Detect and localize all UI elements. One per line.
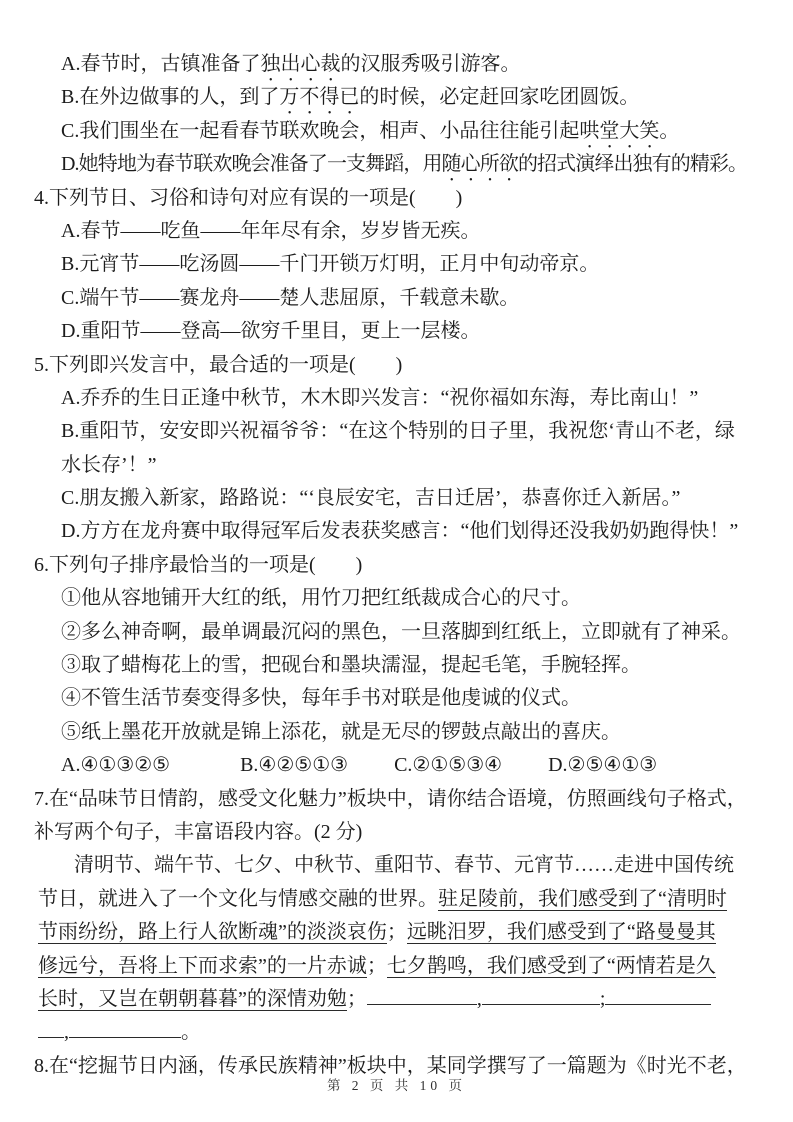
q3-option-c xyxy=(34,115,769,148)
question-6-stem xyxy=(34,549,769,582)
answer-blank xyxy=(605,989,711,1005)
option-text: 。 xyxy=(659,119,680,142)
q6-choice-b: B.④②⑤①③ xyxy=(240,754,349,777)
option-text: D.她特地为春节联欢晚会准备了一支舞蹈，用 xyxy=(61,153,442,176)
q7-passage-line-2 xyxy=(34,883,769,916)
q6-sentence-5 xyxy=(34,716,769,749)
passage-text: 节日，就进入了一个文化与情感交融的世界。 xyxy=(38,887,438,910)
underlined-model-sentence: 驻足陵前，我们感受到了“清明时 xyxy=(438,887,727,910)
question-text: 5.下列即兴发言中，最合适的一项是( ) xyxy=(34,353,403,376)
option-text: 的招式演绎出独有的精彩。 xyxy=(517,153,748,176)
emphasized-idiom: 随心所欲 xyxy=(441,153,518,176)
q4-option-a xyxy=(34,215,769,248)
q6-choice-a: A.④①③②⑤ xyxy=(61,754,171,777)
option-text: B.在外边做事的人，到了 xyxy=(61,86,280,109)
emphasized-idiom: 哄堂大笑 xyxy=(579,119,660,142)
underlined-model-sentence: 长时，又岂在朝朝暮暮”的深情劝勉 xyxy=(38,987,347,1010)
underlined-model-sentence: 修远兮，吾将上下而求索”的一片赤诚 xyxy=(38,954,367,977)
q5-option-a xyxy=(34,382,769,415)
q7-passage-line-6 xyxy=(34,1016,769,1049)
q3-option-d xyxy=(34,148,769,181)
option-text: 的时候，必定赶回家吃团圆饭。 xyxy=(359,86,640,109)
q7-passage-line-3 xyxy=(34,916,769,949)
separator: , xyxy=(476,987,482,1010)
sentence-text: ③取了蜡梅花上的雪，把砚台和墨块濡湿，提起毛笔，手腕轻挥。 xyxy=(61,654,641,677)
underlined-model-sentence: 节雨纷纷，路上行人欲断魂”的淡淡哀伤 xyxy=(38,921,387,944)
question-7-stem-continuation xyxy=(34,816,769,849)
option-text: C.朋友搬入新家，路路说：“‘良辰安宅，吉日迁居’，恭喜你迁入新居。” xyxy=(61,487,681,510)
question-text: 4.下列节日、习俗和诗句对应有误的一项是( ) xyxy=(34,186,463,209)
q6-choice-c: C.②①⑤③④ xyxy=(394,754,503,777)
option-text: 水长存’！” xyxy=(61,453,157,476)
q6-answer-choices xyxy=(34,749,769,782)
q6-sentence-2 xyxy=(34,616,769,649)
emphasized-idiom: 独出心裁 xyxy=(260,53,341,75)
q7-passage-line-1 xyxy=(34,849,769,882)
passage-text: ； xyxy=(346,987,367,1010)
separator: , xyxy=(64,1021,69,1044)
underlined-model-sentence: 七夕鹊鸣，我们感受到了“两情若是久 xyxy=(386,954,716,977)
option-text: 的汉服秀吸引游客。 xyxy=(340,53,521,75)
q4-option-b xyxy=(34,248,769,281)
answer-blank xyxy=(69,1022,181,1038)
sentence-text: ④不管生活节奏变得多快，每年手书对联是他虔诚的仪式。 xyxy=(61,687,581,710)
emphasized-idiom: 万不得已 xyxy=(279,86,360,109)
question-text: 6.下列句子排序最恰当的一项是( ) xyxy=(34,553,363,576)
sentence-text: ②多么神奇啊，最单调最沉闷的黑色，一旦落脚到红纸上，立即就有了神采。 xyxy=(61,620,741,643)
question-4-stem xyxy=(34,182,769,215)
q6-sentence-4 xyxy=(34,682,769,715)
option-text: B.元宵节——吃汤圆——千门开锁万灯明，正月中旬动帝京。 xyxy=(61,253,600,276)
passage-text: ； xyxy=(366,954,387,977)
separator: 。 xyxy=(181,1021,201,1044)
q6-sentence-1 xyxy=(34,582,769,615)
option-text: D.重阳节——登高—欲穷千里目，更上一层楼。 xyxy=(61,320,481,343)
passage-text: ； xyxy=(386,921,407,944)
q4-option-d xyxy=(34,315,769,348)
sentence-text: ①他从容地铺开大红的纸，用竹刀把红纸裁成合心的尺寸。 xyxy=(61,587,581,610)
q5-option-d xyxy=(34,515,769,548)
question-5-stem xyxy=(34,349,769,382)
question-7-stem xyxy=(34,783,769,816)
option-text: B.重阳节，安安即兴祝福爷爷：“在这个特别的日子里，我祝您‘青山不老，绿 xyxy=(61,420,735,443)
page-footer: 第 2 页 共 10 页 xyxy=(326,1078,467,1093)
option-text: A.乔乔的生日正逢中秋节，木木即兴发言：“祝你福如东海，寿比南山！” xyxy=(61,386,699,409)
option-text: C.我们围坐在一起看春节联欢晚会，相声、小品往往能引起 xyxy=(61,119,580,142)
answer-blank xyxy=(367,989,477,1005)
sentence-text: ⑤纸上墨花开放就是锦上添花，就是无尽的锣鼓点敲出的喜庆。 xyxy=(61,720,621,743)
q5-option-b-continuation xyxy=(34,449,769,482)
q4-option-c xyxy=(34,282,769,315)
q3-option-b xyxy=(34,81,769,114)
q3-option-a xyxy=(34,48,769,81)
option-text: A.春节时，古镇准备了 xyxy=(61,53,261,75)
underlined-model-sentence: 远眺汨罗，我们感受到了“路曼曼其 xyxy=(406,921,716,944)
option-text: A.春节——吃鱼——年年尽有余，岁岁皆无疾。 xyxy=(61,219,481,242)
q5-option-b xyxy=(34,415,769,448)
answer-blank xyxy=(482,989,600,1005)
separator: ; xyxy=(599,987,606,1010)
question-text: 7.在“品味节日情韵，感受文化魅力”板块中，请你结合语境，仿照画线句子格式， xyxy=(34,787,747,810)
q7-passage-line-5 xyxy=(34,983,769,1016)
option-text: D.方方在龙舟赛中取得冠军后发表获奖感言：“他们划得还没我奶奶跑得快！” xyxy=(61,520,739,543)
q7-passage-line-4 xyxy=(34,950,769,983)
answer-blank xyxy=(38,1022,64,1038)
q6-sentence-3 xyxy=(34,649,769,682)
question-text: 补写两个句子，丰富语段内容。(2 分) xyxy=(34,820,363,843)
q5-option-c xyxy=(34,482,769,515)
passage-text: 清明节、端午节、七夕、中秋节、重阳节、春节、元宵节……走进中国传统 xyxy=(74,854,734,877)
question-text: 8.在“挖掘节日内涵，传承民族精神”板块中，某同学撰写了一篇题为《时光不老， xyxy=(34,1054,747,1077)
option-text: C.端午节——赛龙舟——楚人悲屈原，千载意未歇。 xyxy=(61,286,520,309)
q6-choice-d: D.②⑤④①③ xyxy=(548,754,658,777)
